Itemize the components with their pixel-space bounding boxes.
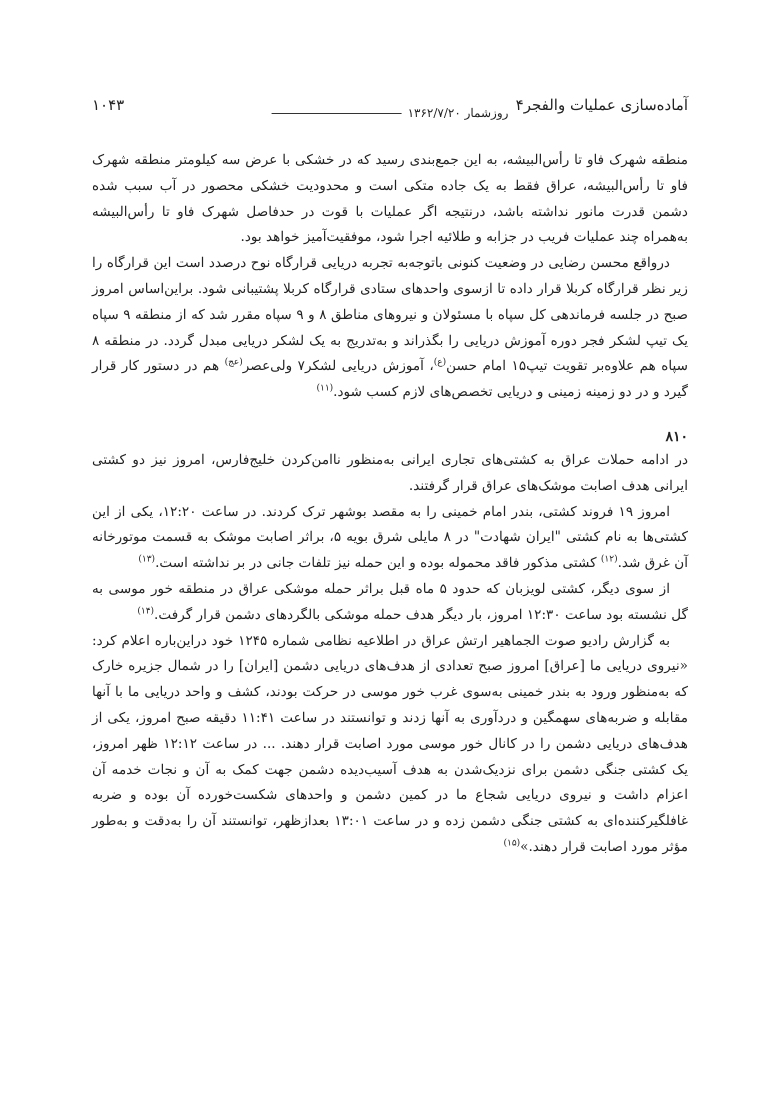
paragraph-text: هم در دستور کار قرار گیرد و در دو زمینه زمینی و دریایی تخصص‌های لازم کسب شود. [92, 358, 688, 401]
diary-date [272, 106, 509, 120]
page-header [92, 96, 688, 128]
footnote-ref: (۱۲) [600, 554, 618, 565]
page-body [92, 148, 688, 861]
paragraph-text: کشتی مذکور فاقد محموله بوده و این حمله نیز تلفات جانی در بر نداشته است. [155, 555, 601, 572]
book-title: آماده‌سازی عملیات والفجر۴ [515, 96, 688, 114]
diary-label: روزشمار ۱۳۶۲/۷/۲۰ [407, 106, 509, 120]
paragraph [92, 500, 688, 577]
paragraph [92, 251, 688, 406]
footnote-ref: (۱۵) [503, 838, 521, 849]
paragraph: منطقه شهرک فاو تا رأس‌البیشه، به این جمع‌بندی رسید که در خشکی با عرض سه کیلومتر منطقه شهرک فاو تا رأس‌البیشه، عراق فقط به یک جاده متکی است و محدودیت خشکی محصور در آب سبب شده دشمن قدرت مانور نداشته باشد، درنتیجه اگر عملیات با قوت در حدفاصل شهرک فاو تا رأس‌البیشه به‌همراه چند عملیات فریب در جزابه و طلائیه اجرا شود، موفقیت‌آمیز خواهد بود. [92, 152, 688, 246]
footnote-ref: (۱۱) [316, 383, 334, 394]
paragraph-text: امروز ۱۹ فروند کشتی، بندر امام خمینی را به مقصد بوشهر ترک کردند. در ساعت ۱۲:۲۰، یکی از این کشتی‌ها به نام کشتی "ایران شهادت" در ۸ مایلی شرق بویه ۵، براثر اصابت موشک به قسمت موتورخانه آن غرق شد. [92, 503, 689, 572]
paragraph-text: ، آموزش دریایی لشکر۷ ولی‌عصر [242, 358, 434, 375]
footnote-ref: (۱۳) [138, 554, 156, 565]
paragraph [92, 577, 688, 629]
page-number: ۱۰۴۳ [92, 96, 125, 114]
paragraph-text: به گزارش رادیو صوت الجماهیر ارتش عراق در اطلاعیه نظامی شماره ۱۲۴۵ خود دراین‌باره اعلام کرد: «نیروی دریایی ما [عراق] امروز صبح تعدادی از هدف‌های دریایی دشمن [ایران] را در شمال جزیره خارک که به‌منظور ورود به بندر خمینی به‌سوی غرب خور موسی در حرکت بودند، کشف و واحد دریایی ما با آنها مقابله و ضربه‌های سهمگین و دردآوری به آنها زدند و توانستند در ساعت ۱۱:۴۱ دقیقه صبح امروز، یکی از هدف‌های دریایی دشمن را در کانال خور موسی مورد اصابت قرار دهند. ... در ساعت ۱۲:۱۲ ظهر امروز، یک کشتی جنگی دشمن برای نزدیک‌شدن به هدف آسیب‌دیده دشمن جهت کمک به آن و نجات خدمه آن اعزام داشت و نیروی دریایی شجاع ما در کمین دشمن و واحدهای شکست‌خورده آن بوده و ضربه غافلگیرکننده‌ای به کشتی جنگی دشمن زده و در ساعت ۱۳:۰۱ بعدازظهر، توانستند آن را به‌دقت و به‌طور مؤثر مورد اصابت قرار دهند.» [92, 632, 688, 855]
header-rule [272, 113, 402, 114]
paragraph [92, 629, 688, 861]
footnote-ref: (۱۴) [137, 606, 155, 617]
paragraph-text: درواقع محسن رضایی در وضعیت کنونی باتوجه‌به تجربه دریایی قرارگاه نوح درصدد است این قرارگاه را زیر نظر قرارگاه کربلا قرار داده تا ازسوی واحدهای ستادی قرارگاه کربلا پشتیبانی شود. براین‌اساس امروز صبح در جلسه فرماندهی کل سپاه با مسئولان و نیروهای مناطق ۸ و ۹ سپاه مقرر شد که از منطقه ۹ سپاه یک تیپ لشکر فجر دوره آموزش دریایی را بگذراند و به‌تدریج به یک لشکر دریایی مبدل گردد. در منطقه ۸ سپاه هم علاوه‌بر تقویت تیپ۱۵ امام حسن [92, 255, 689, 375]
footnote-ref: (عج) [224, 357, 243, 368]
entry-number: ۸۱۰ [665, 428, 688, 445]
paragraph: در ادامه حملات عراق به کشتی‌های تجاری ایرانی به‌منظور ناامن‌کردن خلیج‌فارس، امروز نیز دو کشتی ایرانی هدف اصابت موشک‌های عراق قرار گرفتند. [92, 451, 688, 494]
footnote-ref: (ع) [433, 357, 447, 368]
paragraph-text: از سوی دیگر، کشتی لویزبان که حدود ۵ ماه قبل براثر حمله موشکی عراق در منطقه خور موسی به گل نشسته بود ساعت ۱۲:۳۰ امروز، بار دیگر هدف حمله موشکی بالگردهای دشمن قرار گرفت. [92, 580, 688, 623]
